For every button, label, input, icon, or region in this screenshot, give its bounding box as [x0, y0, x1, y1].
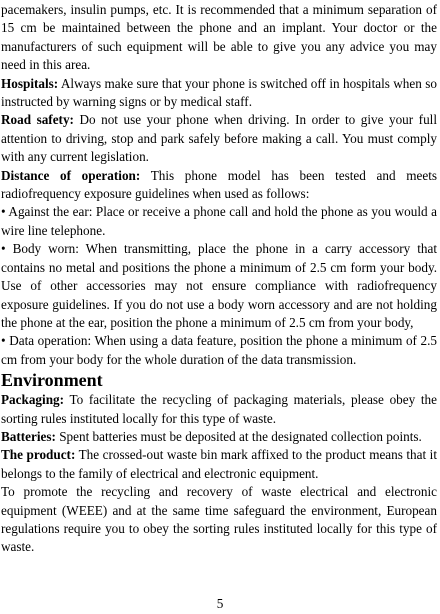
paragraph-text: To promote the recycling and recovery of waste electrical and electronic equipment (WEEE) and at the same time safeguard the environment, European regulations require you to obey the sorting rules instituted locally for this type of waste. [1, 484, 437, 555]
paragraph-text: pacemakers, insulin pumps, etc. It is recommended that a minimum separation of 15 cm be maintained between the phone and an implant. Your doctor or the manufacturers of such equipment will be able to give you any advice you may need in this area. [1, 2, 437, 73]
paragraph-lead: Batteries: [1, 428, 56, 444]
paragraph-text: • Body worn: When transmitting, place the phone in a carry accessory that contains no metal and positions the phone a minimum of 2.5 cm form your body. Use of other accessories may not ensure compliance with radiofrequency exposure guidelines. If you do not use a body worn accessory and are not holding the phone at the ear, position the phone a minimum of 2.5 cm from your body, [1, 241, 437, 330]
paragraph-text: To facilitate the recycling of packaging materials, please obey the sorting rules instituted locally for this type of waste. [1, 392, 437, 426]
paragraph-the-product [1, 446, 437, 483]
paragraph-weee [1, 483, 437, 557]
paragraph-lead: Packaging: [1, 392, 65, 408]
paragraph-text: Always make sure that your phone is switched off in hospitals when so instructed by warning signs or by medical staff. [1, 75, 437, 110]
paragraph-lead: The product: [1, 447, 76, 463]
page-number: 5 [216, 596, 224, 611]
paragraph-lead: Hospitals: [1, 75, 59, 91]
paragraph-text: This phone model has been tested and meets radiofrequency exposure guidelines when used as follows: [1, 167, 437, 202]
bullet-against-ear [1, 203, 437, 240]
paragraph-text: • Data operation: When using a data feature, position the phone a minimum of 2.5 cm from your body for the whole duration of the data transmission. [1, 333, 437, 367]
paragraph-hospitals [1, 75, 437, 112]
paragraph-implants [1, 1, 437, 75]
bullet-body-worn [1, 240, 437, 332]
paragraph-distance-of-operation [1, 167, 437, 204]
paragraph-text: Spent batteries must be deposited at the designated collection points. [55, 428, 422, 444]
paragraph-text: • Against the ear: Place or receive a phone call and hold the phone as you would a wire line telephone. [1, 204, 437, 238]
bullet-data-operation [1, 332, 437, 369]
paragraph-lead: Road safety: [1, 112, 74, 128]
paragraph-batteries [1, 428, 437, 446]
paragraph-packaging [1, 391, 437, 428]
paragraph-lead: Distance of operation: [1, 167, 141, 183]
paragraph-text: Do not use your phone when driving. In order to give your full attention to driving, stop and park safely before making a call. You must comply with any current legislation. [1, 112, 437, 165]
paragraph-road-safety [1, 111, 437, 166]
paragraph-text: The crossed-out waste bin mark affixed to the product means that it belongs to the family of electrical and electronic equipment. [1, 447, 437, 481]
section-heading-environment: Environment [1, 370, 103, 391]
